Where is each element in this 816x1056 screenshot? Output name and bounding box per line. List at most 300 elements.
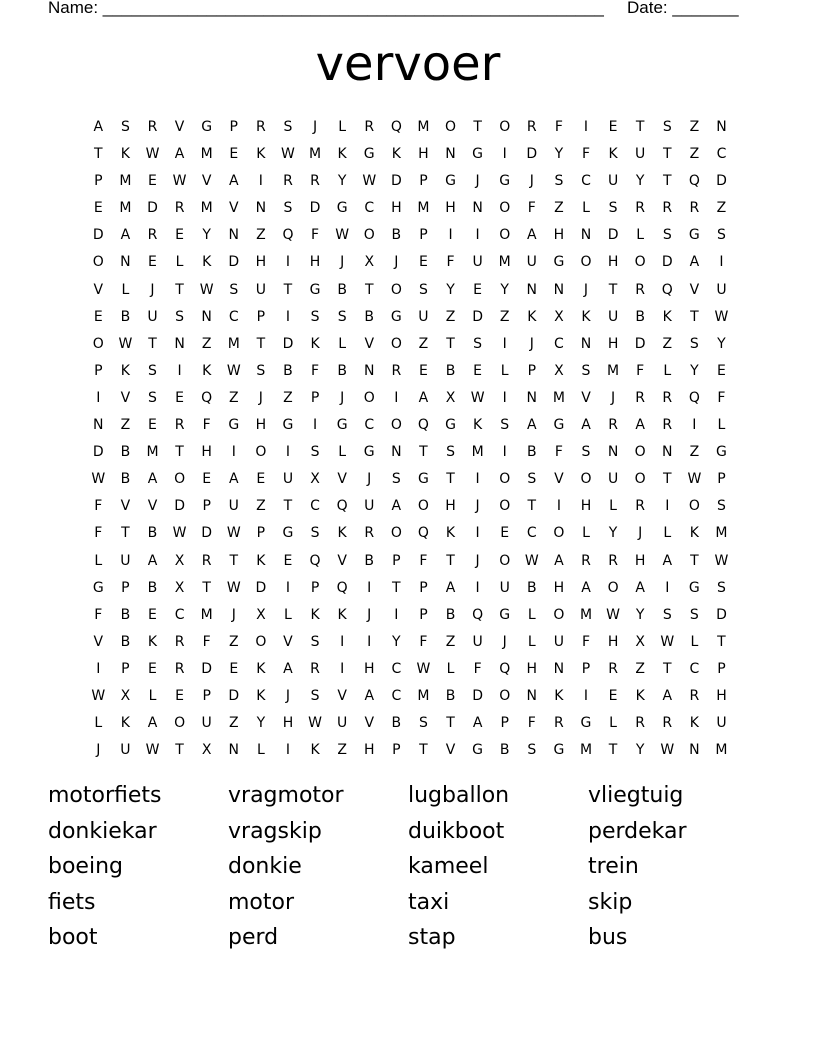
word-list-item: perd bbox=[228, 925, 279, 950]
grid-letter: N bbox=[228, 227, 240, 244]
grid-letter: J bbox=[475, 552, 481, 569]
grid-letter: M bbox=[715, 742, 728, 759]
grid-letter: M bbox=[200, 200, 214, 217]
grid-letter: T bbox=[175, 742, 185, 759]
grid-letter: R bbox=[255, 119, 267, 135]
grid-letter: L bbox=[527, 606, 537, 623]
grid-letter: T bbox=[256, 335, 266, 352]
grid-letter: U bbox=[120, 742, 132, 759]
grid-letter: A bbox=[418, 389, 429, 406]
grid-letter: I bbox=[475, 525, 481, 542]
grid-letter: Q bbox=[472, 606, 484, 623]
grid-letter: O bbox=[553, 525, 565, 542]
word-list-item: vliegtuig bbox=[588, 783, 684, 808]
grid-letter: T bbox=[662, 471, 673, 488]
grid-letter: F bbox=[473, 660, 483, 677]
grid-letter: B bbox=[337, 281, 348, 298]
grid-letter: B bbox=[120, 606, 131, 623]
grid-letter: G bbox=[390, 308, 403, 325]
grid-letter: B bbox=[120, 471, 131, 488]
grid-letter: D bbox=[309, 200, 321, 217]
grid-letter: B bbox=[445, 687, 456, 704]
grid-letter: U bbox=[282, 471, 294, 488]
grid-letter: Z bbox=[635, 660, 646, 677]
grid-letter: B bbox=[147, 525, 158, 542]
grid-letter: Y bbox=[635, 173, 645, 190]
grid-letter: P bbox=[527, 362, 537, 379]
grid-letter: R bbox=[364, 525, 375, 542]
grid-letter: J bbox=[231, 606, 237, 623]
grid-letter: B bbox=[147, 579, 158, 596]
word-search-grid bbox=[85, 114, 735, 764]
grid-letter: U bbox=[418, 308, 430, 325]
grid-letter: T bbox=[419, 444, 429, 461]
grid-letter: N bbox=[580, 227, 592, 244]
grid-letter: L bbox=[717, 417, 726, 434]
grid-letter: W bbox=[308, 715, 323, 732]
grid-letter: J bbox=[638, 525, 643, 542]
grid-letter: S bbox=[581, 362, 591, 379]
grid-letter: I bbox=[583, 119, 589, 135]
grid-letter: H bbox=[255, 417, 267, 434]
grid-letter: R bbox=[147, 227, 158, 244]
grid-letter: S bbox=[337, 308, 348, 325]
grid-letter: A bbox=[174, 146, 185, 163]
grid-letter: C bbox=[228, 308, 240, 325]
grid-letter: Q bbox=[661, 281, 674, 298]
grid-letter: O bbox=[580, 254, 592, 271]
grid-letter: O bbox=[390, 281, 403, 298]
grid-letter: Q bbox=[390, 119, 403, 135]
grid-letter: Y bbox=[256, 715, 266, 732]
grid-letter: O bbox=[255, 444, 267, 461]
grid-letter: I bbox=[502, 389, 508, 406]
grid-letter: F bbox=[311, 227, 320, 244]
grid-letter: J bbox=[150, 281, 156, 298]
grid-letter: V bbox=[689, 281, 700, 298]
grid-letter: W bbox=[714, 308, 729, 325]
grid-letter: C bbox=[174, 606, 185, 623]
grid-letter: P bbox=[581, 660, 591, 677]
grid-letter: E bbox=[418, 254, 429, 271]
grid-letter: F bbox=[419, 633, 428, 650]
grid-letter: Z bbox=[445, 633, 456, 650]
grid-letter: T bbox=[690, 308, 700, 325]
grid-letter: G bbox=[472, 146, 484, 163]
grid-letter: Q bbox=[499, 660, 511, 677]
grid-letter: D bbox=[201, 660, 213, 677]
grid-letter: B bbox=[120, 633, 131, 650]
grid-letter: A bbox=[147, 552, 158, 569]
grid-letter: R bbox=[174, 417, 185, 434]
grid-letter: G bbox=[336, 417, 349, 434]
grid-letter: R bbox=[391, 362, 402, 379]
grid-letter: L bbox=[338, 444, 347, 461]
grid-letter: L bbox=[121, 281, 130, 298]
grid-letter: Y bbox=[337, 173, 347, 190]
grid-letter: Y bbox=[635, 606, 645, 623]
grid-letter: K bbox=[310, 335, 321, 352]
grid-letter: J bbox=[475, 498, 481, 515]
grid-letter: H bbox=[391, 200, 403, 217]
grid-letter: Y bbox=[446, 281, 456, 298]
grid-letter: I bbox=[258, 173, 264, 190]
grid-letter: S bbox=[310, 308, 320, 325]
grid-letter: L bbox=[446, 660, 455, 677]
grid-letter: G bbox=[282, 417, 294, 434]
grid-letter: I bbox=[285, 742, 291, 759]
grid-letter: N bbox=[526, 687, 538, 704]
grid-letter: I bbox=[177, 362, 183, 379]
word-list-item: duikboot bbox=[408, 818, 505, 844]
grid-letter: D bbox=[607, 227, 619, 244]
grid-letter: E bbox=[175, 687, 185, 704]
grid-letter: W bbox=[524, 552, 540, 569]
grid-letter: D bbox=[228, 254, 240, 271]
grid-letter: T bbox=[690, 552, 700, 569]
grid-letter: D bbox=[92, 227, 105, 244]
word-list-item: motorfiets bbox=[48, 783, 162, 808]
grid-letter: D bbox=[147, 200, 159, 217]
grid-letter: O bbox=[499, 687, 511, 704]
grid-letter: U bbox=[716, 281, 728, 298]
grid-letter: S bbox=[310, 444, 320, 461]
grid-letter: L bbox=[94, 715, 103, 732]
grid-letter: R bbox=[689, 687, 700, 704]
grid-letter: H bbox=[445, 200, 457, 217]
grid-letter: H bbox=[255, 254, 267, 271]
grid-letter: G bbox=[363, 146, 376, 163]
grid-letter: P bbox=[419, 606, 429, 623]
word-list-item: stap bbox=[408, 925, 456, 950]
grid-letter: R bbox=[554, 715, 565, 732]
grid-letter: R bbox=[174, 660, 185, 677]
grid-letter: D bbox=[472, 308, 484, 325]
grid-letter: A bbox=[635, 417, 646, 434]
grid-letter: H bbox=[553, 227, 565, 244]
grid-letter: O bbox=[580, 471, 592, 488]
grid-letter: K bbox=[527, 308, 537, 325]
grid-letter: Z bbox=[499, 308, 510, 325]
grid-letter: M bbox=[417, 687, 430, 704]
grid-letter: I bbox=[340, 633, 345, 650]
grid-letter: K bbox=[662, 308, 673, 325]
grid-letter: F bbox=[94, 498, 103, 515]
grid-letter: Z bbox=[256, 498, 267, 515]
grid-letter: U bbox=[147, 308, 159, 325]
grid-letter: B bbox=[283, 362, 294, 379]
grid-letter: M bbox=[607, 362, 620, 379]
grid-letter: Q bbox=[201, 389, 213, 406]
grid-letter: D bbox=[661, 254, 674, 271]
grid-letter: S bbox=[229, 281, 239, 298]
grid-letter: G bbox=[553, 742, 565, 759]
grid-letter: S bbox=[446, 444, 456, 461]
grid-letter: X bbox=[310, 471, 321, 488]
grid-letter: I bbox=[665, 498, 670, 515]
grid-letter: M bbox=[417, 200, 430, 217]
grid-letter: S bbox=[662, 227, 673, 244]
grid-letter: O bbox=[499, 119, 511, 135]
grid-letter: G bbox=[688, 579, 701, 596]
grid-letter: N bbox=[553, 281, 565, 298]
grid-letter: U bbox=[553, 633, 565, 650]
grid-letter: Z bbox=[283, 389, 294, 406]
grid-letter: K bbox=[202, 254, 212, 271]
grid-letter: S bbox=[662, 119, 673, 135]
grid-letter: Q bbox=[309, 552, 322, 569]
grid-letter: U bbox=[499, 579, 511, 596]
grid-letter: Y bbox=[554, 146, 564, 163]
grid-letter: E bbox=[93, 308, 104, 325]
grid-letter: K bbox=[337, 606, 348, 623]
grid-letter: U bbox=[472, 633, 484, 650]
grid-letter: A bbox=[228, 173, 240, 190]
grid-letter: C bbox=[391, 687, 402, 704]
word-list-item: fiets bbox=[48, 889, 96, 915]
grid-letter: B bbox=[120, 308, 131, 325]
grid-letter: Z bbox=[689, 444, 700, 461]
grid-letter: A bbox=[147, 471, 158, 488]
grid-letter: C bbox=[716, 146, 727, 163]
grid-letter: M bbox=[200, 606, 214, 623]
grid-letter: C bbox=[310, 498, 321, 515]
grid-letter: I bbox=[502, 335, 508, 352]
grid-letter: N bbox=[363, 362, 375, 379]
grid-letter: R bbox=[310, 173, 321, 190]
grid-letter: L bbox=[338, 335, 347, 352]
grid-letter: P bbox=[229, 119, 239, 135]
grid-letter: E bbox=[229, 146, 239, 163]
grid-letter: T bbox=[527, 498, 537, 515]
grid-letter: K bbox=[689, 715, 700, 732]
grid-letter: W bbox=[281, 146, 296, 163]
grid-letter: H bbox=[607, 254, 619, 271]
grid-letter: S bbox=[148, 362, 158, 379]
grid-letter: R bbox=[635, 281, 646, 298]
grid-letter: T bbox=[446, 552, 456, 569]
grid-letter: U bbox=[607, 308, 619, 325]
grid-letter: F bbox=[311, 362, 320, 379]
grid-letter: M bbox=[309, 146, 322, 163]
grid-letter: P bbox=[310, 389, 320, 406]
grid-letter: X bbox=[174, 579, 185, 596]
grid-letter: G bbox=[553, 254, 565, 271]
grid-letter: S bbox=[717, 579, 727, 596]
grid-letter: E bbox=[148, 254, 158, 271]
grid-letter: Z bbox=[228, 715, 240, 732]
grid-letter: Z bbox=[120, 417, 131, 434]
word-list-item: motor bbox=[228, 889, 295, 915]
grid-letter: K bbox=[689, 525, 700, 542]
grid-letter: R bbox=[662, 389, 673, 406]
grid-letter: A bbox=[364, 687, 375, 704]
grid-letter: O bbox=[634, 471, 647, 488]
word-list-item: skip bbox=[588, 889, 633, 915]
grid-letter: R bbox=[662, 715, 673, 732]
grid-letter: P bbox=[419, 227, 429, 244]
grid-letter: F bbox=[202, 633, 212, 650]
grid-letter: L bbox=[527, 633, 537, 650]
grid-letter: U bbox=[635, 146, 646, 163]
grid-letter: N bbox=[445, 146, 457, 163]
grid-letter: G bbox=[716, 444, 728, 461]
grid-letter: V bbox=[174, 119, 185, 135]
grid-letter: U bbox=[228, 498, 240, 515]
grid-letter: F bbox=[94, 606, 103, 623]
grid-letter: W bbox=[145, 742, 160, 759]
grid-letter: I bbox=[96, 660, 101, 677]
word-list bbox=[48, 778, 768, 956]
grid-letter: E bbox=[229, 660, 239, 677]
word-list-item: trein bbox=[588, 854, 639, 879]
grid-letter: J bbox=[340, 254, 345, 271]
grid-letter: E bbox=[148, 660, 158, 677]
grid-letter: I bbox=[502, 146, 508, 163]
grid-letter: A bbox=[527, 417, 538, 434]
grid-letter: R bbox=[310, 660, 321, 677]
word-list-item: boeing bbox=[48, 854, 123, 879]
grid-letter: I bbox=[475, 227, 481, 244]
grid-letter: T bbox=[175, 281, 185, 298]
grid-letter: W bbox=[362, 173, 377, 190]
grid-letter: N bbox=[689, 742, 701, 759]
grid-letter: Z bbox=[228, 633, 240, 650]
grid-letter: O bbox=[607, 579, 620, 596]
grid-letter: F bbox=[717, 389, 726, 406]
word-list-item: vragmotor bbox=[228, 783, 344, 808]
date-field: Date: _______ bbox=[627, 0, 739, 17]
grid-letter: O bbox=[553, 606, 565, 623]
grid-letter: S bbox=[608, 200, 619, 217]
grid-letter: J bbox=[367, 606, 372, 623]
grid-letter: R bbox=[608, 552, 619, 569]
grid-letter: P bbox=[419, 173, 429, 190]
grid-letter: O bbox=[92, 335, 105, 352]
grid-letter: U bbox=[607, 471, 619, 488]
grid-letter: Z bbox=[418, 335, 429, 352]
grid-letter: J bbox=[583, 281, 589, 298]
grid-letter: D bbox=[716, 606, 728, 623]
grid-letter: V bbox=[93, 281, 104, 298]
grid-letter: W bbox=[416, 660, 431, 677]
grid-letter: G bbox=[228, 417, 240, 434]
grid-letter: V bbox=[201, 173, 212, 190]
grid-letter: M bbox=[417, 119, 430, 135]
grid-letter: N bbox=[201, 308, 213, 325]
grid-letter: Z bbox=[256, 227, 267, 244]
grid-letter: G bbox=[445, 173, 457, 190]
grid-letter: K bbox=[256, 660, 266, 677]
grid-letter: R bbox=[147, 119, 158, 135]
grid-letter: X bbox=[120, 687, 131, 704]
grid-letter: S bbox=[310, 525, 320, 542]
grid-letter: R bbox=[662, 200, 673, 217]
grid-letter: T bbox=[94, 146, 104, 163]
grid-letter: N bbox=[526, 281, 538, 298]
grid-letter: S bbox=[310, 633, 320, 650]
grid-letter: M bbox=[579, 606, 593, 623]
grid-letter: E bbox=[473, 362, 483, 379]
grid-letter: I bbox=[394, 606, 399, 623]
word-list-item: bus bbox=[588, 925, 628, 950]
grid-letter: O bbox=[363, 389, 376, 406]
grid-letter: S bbox=[662, 606, 673, 623]
grid-letter: J bbox=[394, 254, 399, 271]
grid-letter: O bbox=[499, 498, 511, 515]
grid-letter: G bbox=[445, 417, 457, 434]
grid-letter: P bbox=[419, 579, 429, 596]
grid-letter: W bbox=[172, 173, 187, 190]
grid-letter: W bbox=[660, 742, 675, 759]
grid-letter: I bbox=[719, 254, 725, 271]
grid-letter: W bbox=[470, 389, 486, 406]
grid-letter: L bbox=[500, 362, 510, 379]
grid-letter: Q bbox=[282, 227, 294, 244]
grid-letter: H bbox=[363, 742, 375, 759]
grid-letter: T bbox=[717, 633, 727, 650]
grid-letter: O bbox=[390, 335, 403, 352]
grid-letter: I bbox=[448, 227, 454, 244]
grid-letter: Z bbox=[662, 335, 673, 352]
grid-letter: F bbox=[94, 525, 103, 542]
grid-letter: D bbox=[201, 525, 213, 542]
word-list-item: taxi bbox=[408, 889, 450, 915]
grid-letter: H bbox=[418, 146, 430, 163]
grid-letter: J bbox=[258, 389, 264, 406]
grid-letter: N bbox=[553, 660, 565, 677]
grid-letter: O bbox=[634, 254, 647, 271]
grid-letter: V bbox=[445, 742, 456, 759]
grid-letter: R bbox=[364, 119, 375, 135]
grid-letter: Z bbox=[689, 146, 700, 163]
grid-letter: A bbox=[662, 552, 673, 569]
grid-letter: Y bbox=[635, 742, 645, 759]
grid-letter: A bbox=[635, 579, 646, 596]
grid-letter: T bbox=[608, 281, 618, 298]
grid-letter: S bbox=[148, 389, 158, 406]
grid-letter: K bbox=[202, 362, 212, 379]
grid-letter: I bbox=[475, 471, 481, 488]
grid-letter: U bbox=[526, 254, 538, 271]
grid-letter: N bbox=[607, 444, 619, 461]
grid-letter: T bbox=[229, 552, 239, 569]
grid-letter: W bbox=[91, 471, 106, 488]
grid-letter: N bbox=[526, 389, 538, 406]
grid-letter: W bbox=[226, 362, 242, 379]
grid-letter: J bbox=[340, 389, 345, 406]
grid-letter: U bbox=[120, 552, 132, 569]
word-list-item: donkie bbox=[228, 854, 302, 879]
grid-letter: A bbox=[689, 254, 700, 271]
grid-letter: Z bbox=[201, 335, 212, 352]
grid-letter: P bbox=[94, 362, 104, 379]
grid-letter: I bbox=[96, 389, 101, 406]
grid-letter: T bbox=[446, 471, 456, 488]
grid-letter: O bbox=[688, 498, 701, 515]
grid-letter: E bbox=[175, 227, 185, 244]
grid-letter: O bbox=[634, 444, 647, 461]
grid-letter: C bbox=[554, 335, 565, 352]
grid-letter: F bbox=[446, 254, 456, 271]
name-field: Name: _____________________________________________________ bbox=[48, 0, 604, 17]
grid-letter: K bbox=[310, 742, 321, 759]
grid-letter: D bbox=[174, 498, 186, 515]
grid-letter: C bbox=[689, 660, 700, 677]
grid-letter: D bbox=[634, 335, 647, 352]
grid-letter: R bbox=[635, 200, 646, 217]
grid-letter: A bbox=[581, 579, 592, 596]
